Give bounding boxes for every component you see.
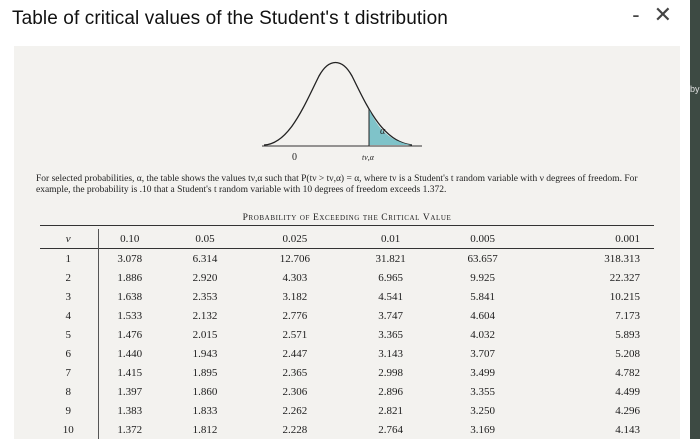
df-cell: 6 bbox=[65, 347, 71, 360]
critical-value-cell: 5.208 bbox=[615, 347, 640, 360]
table-header-row bbox=[40, 229, 654, 249]
critical-value-cell: 2.764 bbox=[378, 423, 404, 436]
critical-value-cell: 3.365 bbox=[378, 328, 404, 341]
alpha-header: 0.001 bbox=[615, 233, 640, 245]
critical-value-cell: 4.143 bbox=[615, 423, 640, 436]
table-row bbox=[40, 325, 654, 344]
critical-value-cell: 3.707 bbox=[470, 347, 495, 360]
alpha-header: 0.01 bbox=[381, 233, 401, 245]
table-row bbox=[40, 344, 654, 363]
critical-value-cell: 4.499 bbox=[615, 385, 640, 398]
df-cell: 1 bbox=[65, 252, 71, 265]
critical-value-cell: 4.604 bbox=[470, 309, 495, 322]
critical-value-cell: 3.169 bbox=[470, 423, 495, 436]
textbook-table-image bbox=[14, 46, 680, 439]
critical-value-cell: 2.353 bbox=[192, 290, 218, 303]
critical-value-cell: 2.306 bbox=[282, 385, 308, 398]
critical-value-cell: 2.776 bbox=[282, 309, 308, 322]
critical-value-cell: 4.303 bbox=[282, 271, 308, 284]
t-critical-label: tν,α bbox=[362, 153, 374, 162]
table-row bbox=[40, 401, 654, 420]
alpha-header: 0.005 bbox=[470, 233, 495, 245]
df-cell: 4 bbox=[65, 309, 71, 322]
critical-value-cell: 1.440 bbox=[117, 347, 143, 360]
table-title: Probability of Exceeding the Critical Value bbox=[242, 213, 452, 223]
critical-value-cell: 5.893 bbox=[615, 328, 640, 341]
critical-value-cell: 4.541 bbox=[378, 290, 404, 303]
critical-value-cell: 6.314 bbox=[192, 252, 218, 265]
df-cell: 2 bbox=[65, 271, 71, 284]
bell-curve bbox=[264, 63, 412, 146]
critical-value-cell: 2.365 bbox=[282, 366, 308, 379]
critical-value-cell: 1.812 bbox=[192, 423, 218, 436]
close-button[interactable]: ✕ bbox=[653, 2, 672, 27]
background-window-edge bbox=[690, 0, 700, 439]
critical-value-cell: 3.747 bbox=[378, 309, 404, 322]
table-row bbox=[40, 363, 654, 382]
critical-value-cell: 1.638 bbox=[117, 290, 143, 303]
critical-value-cell: 3.250 bbox=[470, 404, 495, 417]
critical-values-table bbox=[40, 229, 654, 439]
critical-value-cell: 1.943 bbox=[192, 347, 218, 360]
critical-value-cell: 4.782 bbox=[615, 366, 640, 379]
t-distribution-figure bbox=[14, 46, 680, 174]
window-controls bbox=[632, 2, 672, 28]
critical-value-cell: 3.355 bbox=[470, 385, 495, 398]
df-cell: 10 bbox=[62, 423, 74, 436]
table-row bbox=[40, 249, 654, 268]
alpha-header: 0.10 bbox=[120, 233, 140, 245]
table-row bbox=[40, 382, 654, 401]
critical-value-cell: 1.833 bbox=[192, 404, 218, 417]
df-cell: 5 bbox=[65, 328, 71, 341]
critical-value-cell: 3.499 bbox=[470, 366, 495, 379]
critical-value-cell: 3.143 bbox=[378, 347, 404, 360]
df-cell: 7 bbox=[65, 366, 71, 379]
critical-value-cell: 2.821 bbox=[378, 404, 404, 417]
critical-value-cell: 2.998 bbox=[378, 366, 404, 379]
critical-value-cell: 318.313 bbox=[604, 252, 640, 265]
critical-value-cell: 1.415 bbox=[117, 366, 143, 379]
critical-value-cell: 9.925 bbox=[470, 271, 495, 284]
critical-value-cell: 1.476 bbox=[117, 328, 143, 341]
table-row bbox=[40, 420, 654, 439]
alpha-header: 0.025 bbox=[282, 233, 308, 245]
zero-label: 0 bbox=[292, 152, 297, 163]
critical-value-cell: 7.173 bbox=[615, 309, 640, 322]
critical-value-cell: 3.182 bbox=[282, 290, 308, 303]
df-header: ν bbox=[65, 233, 71, 245]
critical-value-cell: 12.706 bbox=[279, 252, 311, 265]
critical-value-cell: 2.228 bbox=[282, 423, 308, 436]
critical-value-cell: 6.965 bbox=[378, 271, 404, 284]
critical-value-cell: 2.920 bbox=[192, 271, 218, 284]
table-row bbox=[40, 268, 654, 287]
critical-value-cell: 2.132 bbox=[192, 309, 218, 322]
df-cell: 3 bbox=[65, 290, 71, 303]
critical-value-cell: 22.327 bbox=[609, 271, 640, 284]
df-cell: 9 bbox=[65, 404, 71, 417]
critical-value-cell: 63.657 bbox=[467, 252, 498, 265]
df-cell: 8 bbox=[65, 385, 71, 398]
critical-value-cell: 2.571 bbox=[282, 328, 308, 341]
critical-value-cell: 1.886 bbox=[117, 271, 143, 284]
window-title: Table of critical values of the Student's t distribution bbox=[12, 8, 448, 29]
critical-value-cell: 31.821 bbox=[375, 252, 406, 265]
critical-value-cell: 2.015 bbox=[192, 328, 218, 341]
critical-value-cell: 5.841 bbox=[470, 290, 495, 303]
critical-value-cell: 2.896 bbox=[378, 385, 404, 398]
alpha-label: α bbox=[380, 126, 386, 137]
alpha-header: 0.05 bbox=[195, 233, 215, 245]
critical-value-cell: 1.383 bbox=[117, 404, 143, 417]
table-top-rule bbox=[40, 225, 654, 226]
table-row bbox=[40, 306, 654, 325]
table-row bbox=[40, 287, 654, 306]
critical-value-cell: 1.397 bbox=[117, 385, 143, 398]
critical-value-cell: 4.032 bbox=[470, 328, 495, 341]
critical-value-cell: 1.372 bbox=[117, 423, 143, 436]
critical-value-cell: 2.262 bbox=[282, 404, 308, 417]
minimize-button[interactable]: - bbox=[632, 2, 640, 27]
critical-value-cell: 1.895 bbox=[192, 366, 218, 379]
background-text: by bbox=[690, 84, 700, 94]
critical-value-cell: 1.533 bbox=[117, 309, 143, 322]
critical-value-cell: 2.447 bbox=[282, 347, 308, 360]
critical-value-cell: 3.078 bbox=[117, 252, 143, 265]
tail-area-shading bbox=[369, 109, 412, 145]
critical-value-cell: 4.296 bbox=[615, 404, 640, 417]
critical-value-cell: 10.215 bbox=[609, 290, 640, 303]
table-description: For selected probabilities, α, the table shows the values tν,α such that P(tν > tν,α) = α, where tν is a Student's t random variable with ν degrees of freedom. For example, the probability is .10 that a Student's t random variable with 10 degrees of freedom exceeds 1.372. bbox=[36, 174, 638, 195]
critical-value-cell: 1.860 bbox=[192, 385, 218, 398]
